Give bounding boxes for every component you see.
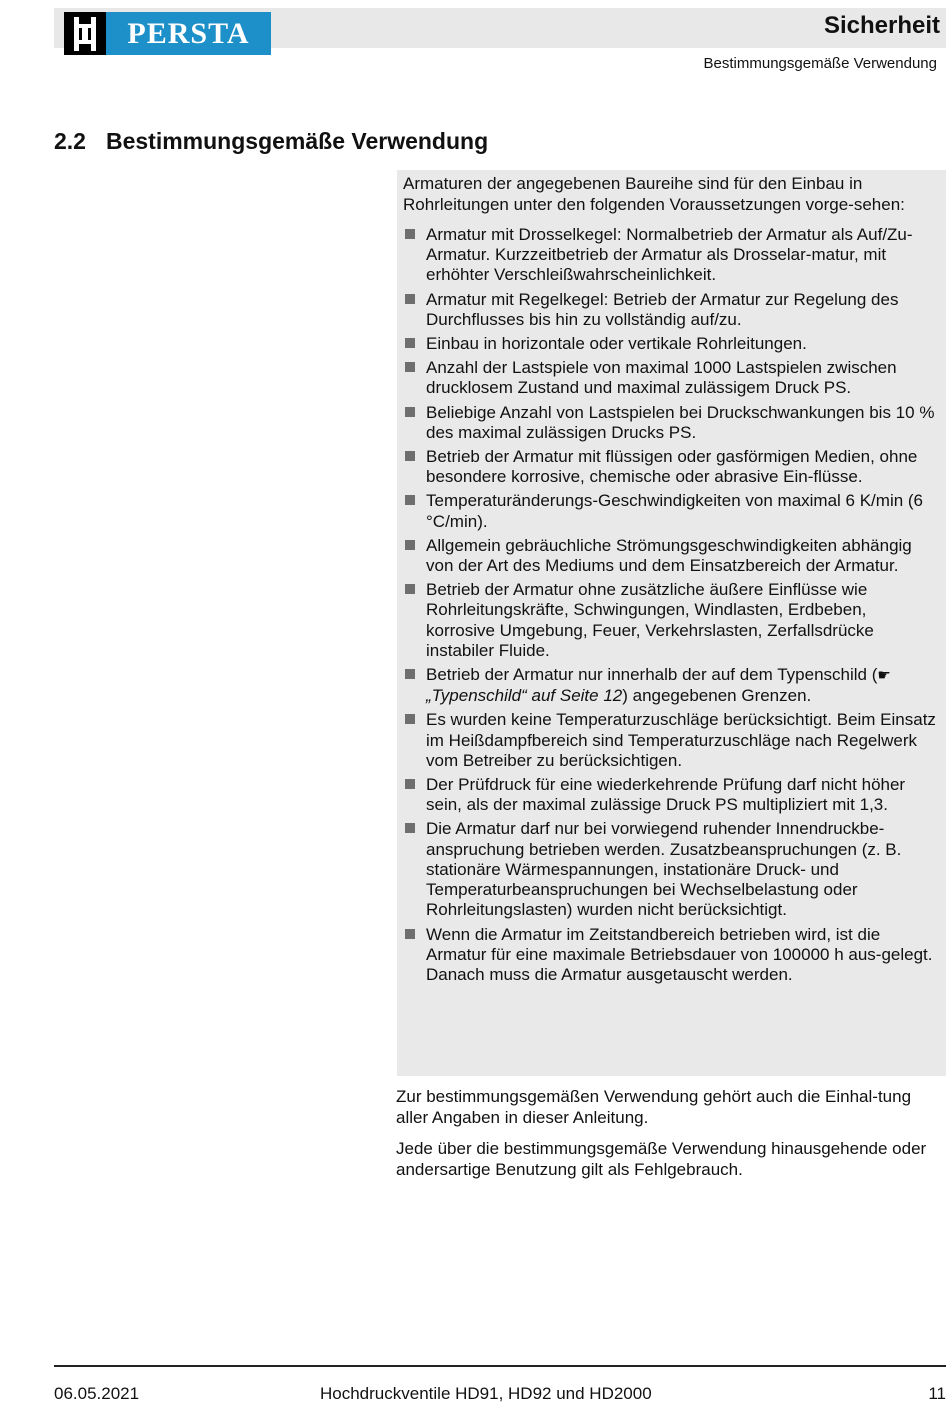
page-number: 11 — [928, 1384, 946, 1403]
typeplate-page-link[interactable]: „Typenschild“ auf Seite 12 — [426, 686, 623, 706]
square-bullet-icon — [405, 584, 415, 594]
square-bullet-icon — [405, 669, 415, 679]
footer-document-title: Hochdruckventile HD91, HD92 und HD2000 — [320, 1384, 652, 1403]
heading-title: Bestimmungsgemäße Verwendung — [105, 128, 489, 154]
list-item: Betrieb der Armatur ohne zusätzliche äußere Einflüsse wie Rohrleitungskräfte, Schwingungen, Windlasten, Erdbeben, korrosive Umgebung, Feuer, Verkehrslasten, Zerfallsdrücke instabiler Fluide. — [403, 580, 940, 661]
footer-divider — [54, 1365, 946, 1367]
square-bullet-icon — [405, 823, 415, 833]
conditions-list — [403, 225, 940, 985]
heading-number: 2.2 — [54, 128, 86, 154]
square-bullet-icon — [405, 540, 415, 550]
square-bullet-icon — [405, 495, 415, 505]
list-item: Einbau in horizontale oder vertikale Rohrleitungen. — [403, 334, 940, 354]
list-item: Temperaturänderungs-Geschwindigkeiten von maximal 6 K/min (6 °C/min). — [403, 491, 940, 531]
list-item: Die Armatur darf nur bei vorwiegend ruhender Innendruckbe-anspruchung betrieben werden. Zusatzbeanspruchungen (z. B. stationäre Wärmespannungen, instationäre Druck- und Temperaturbeanspruchungen bei Wechselbelastung oder Rohrleitungslasten) wurden nicht berücksichtigt. — [403, 819, 940, 920]
square-bullet-icon — [405, 779, 415, 789]
list-item: Es wurden keine Temperaturzuschläge berücksichtigt. Beim Einsatz im Heißdampfbereich sind Temperaturzuschläge nach Regelwerk vom Betreiber zu berücksichtigen. — [403, 710, 940, 771]
list-item: Beliebige Anzahl von Lastspielen bei Druckschwankungen bis 10 % des maximal zulässigen Drucks PS. — [403, 403, 940, 443]
square-bullet-icon — [405, 451, 415, 461]
brand-wordmark: PERSTA — [106, 12, 271, 55]
square-bullet-icon — [405, 294, 415, 304]
square-bullet-icon — [405, 338, 415, 348]
list-item: Armatur mit Regelkegel: Betrieb der Armatur zur Regelung des Durchflusses bis hin zu vollständig auf/zu. — [403, 290, 940, 330]
list-item: Wenn die Armatur im Zeitstandbereich betrieben wird, ist die Armatur für eine maximale Betriebsdauer von 100000 h aus-gelegt. Danach muss die Armatur ausgetauscht werden. — [403, 925, 940, 986]
page-heading — [54, 128, 488, 155]
square-bullet-icon — [405, 407, 415, 417]
list-item: Anzahl der Lastspiele von maximal 1000 Lastspielen zwischen drucklosem Zustand und maximal zulässigem Druck PS. — [403, 358, 940, 398]
reference-arrow-icon: ☛ — [877, 667, 891, 685]
list-item: Armatur mit Drosselkegel: Normalbetrieb der Armatur als Auf/Zu-Armatur. Kurzzeitbetrieb der Armatur als Drosselar-matur, mit erhöhter Verschleißwahrscheinlichkeit. — [403, 225, 940, 286]
intended-use-box — [397, 170, 946, 1076]
square-bullet-icon — [405, 714, 415, 724]
paragraph-misuse: Jede über die bestimmungsgemäße Verwendung hinausgehende oder andersartige Benutzung gilt als Fehlgebrauch. — [396, 1139, 927, 1179]
box-intro: Armaturen der angegebenen Baureihe sind für den Einbau in Rohrleitungen unter den folgenden Voraussetzungen vorge-sehen: — [403, 174, 905, 214]
square-bullet-icon — [405, 929, 415, 939]
paragraph-compliance: Zur bestimmungsgemäßen Verwendung gehört auch die Einhal-tung aller Angaben in dieser Anleitung. — [396, 1087, 912, 1127]
list-item: Allgemein gebräuchliche Strömungsgeschwindigkeiten abhängig von der Art des Mediums und dem Einsatzbereich der Armatur. — [403, 536, 940, 576]
list-item: Betrieb der Armatur mit flüssigen oder gasförmigen Medien, ohne besondere korrosive, chemische oder abrasive Ein-flüsse. — [403, 447, 940, 487]
section-subtitle: Bestimmungsgemäße Verwendung — [703, 55, 937, 72]
square-bullet-icon — [405, 229, 415, 239]
square-bullet-icon — [405, 362, 415, 372]
valve-logo-icon — [64, 12, 106, 55]
persta-logo — [64, 12, 271, 55]
list-item: Der Prüfdruck für eine wiederkehrende Prüfung darf nicht höher sein, als der maximal zulässige Druck PS multipliziert mit 1,3. — [403, 775, 940, 815]
list-item-typeplate: Betrieb der Armatur nur innerhalb der auf dem Typenschild (☛„Typenschild“ auf Seite 12) angegebenen Grenzen. — [403, 665, 940, 706]
section-title: Sicherheit — [823, 12, 940, 39]
footer-date: 06.05.2021 — [54, 1384, 140, 1403]
